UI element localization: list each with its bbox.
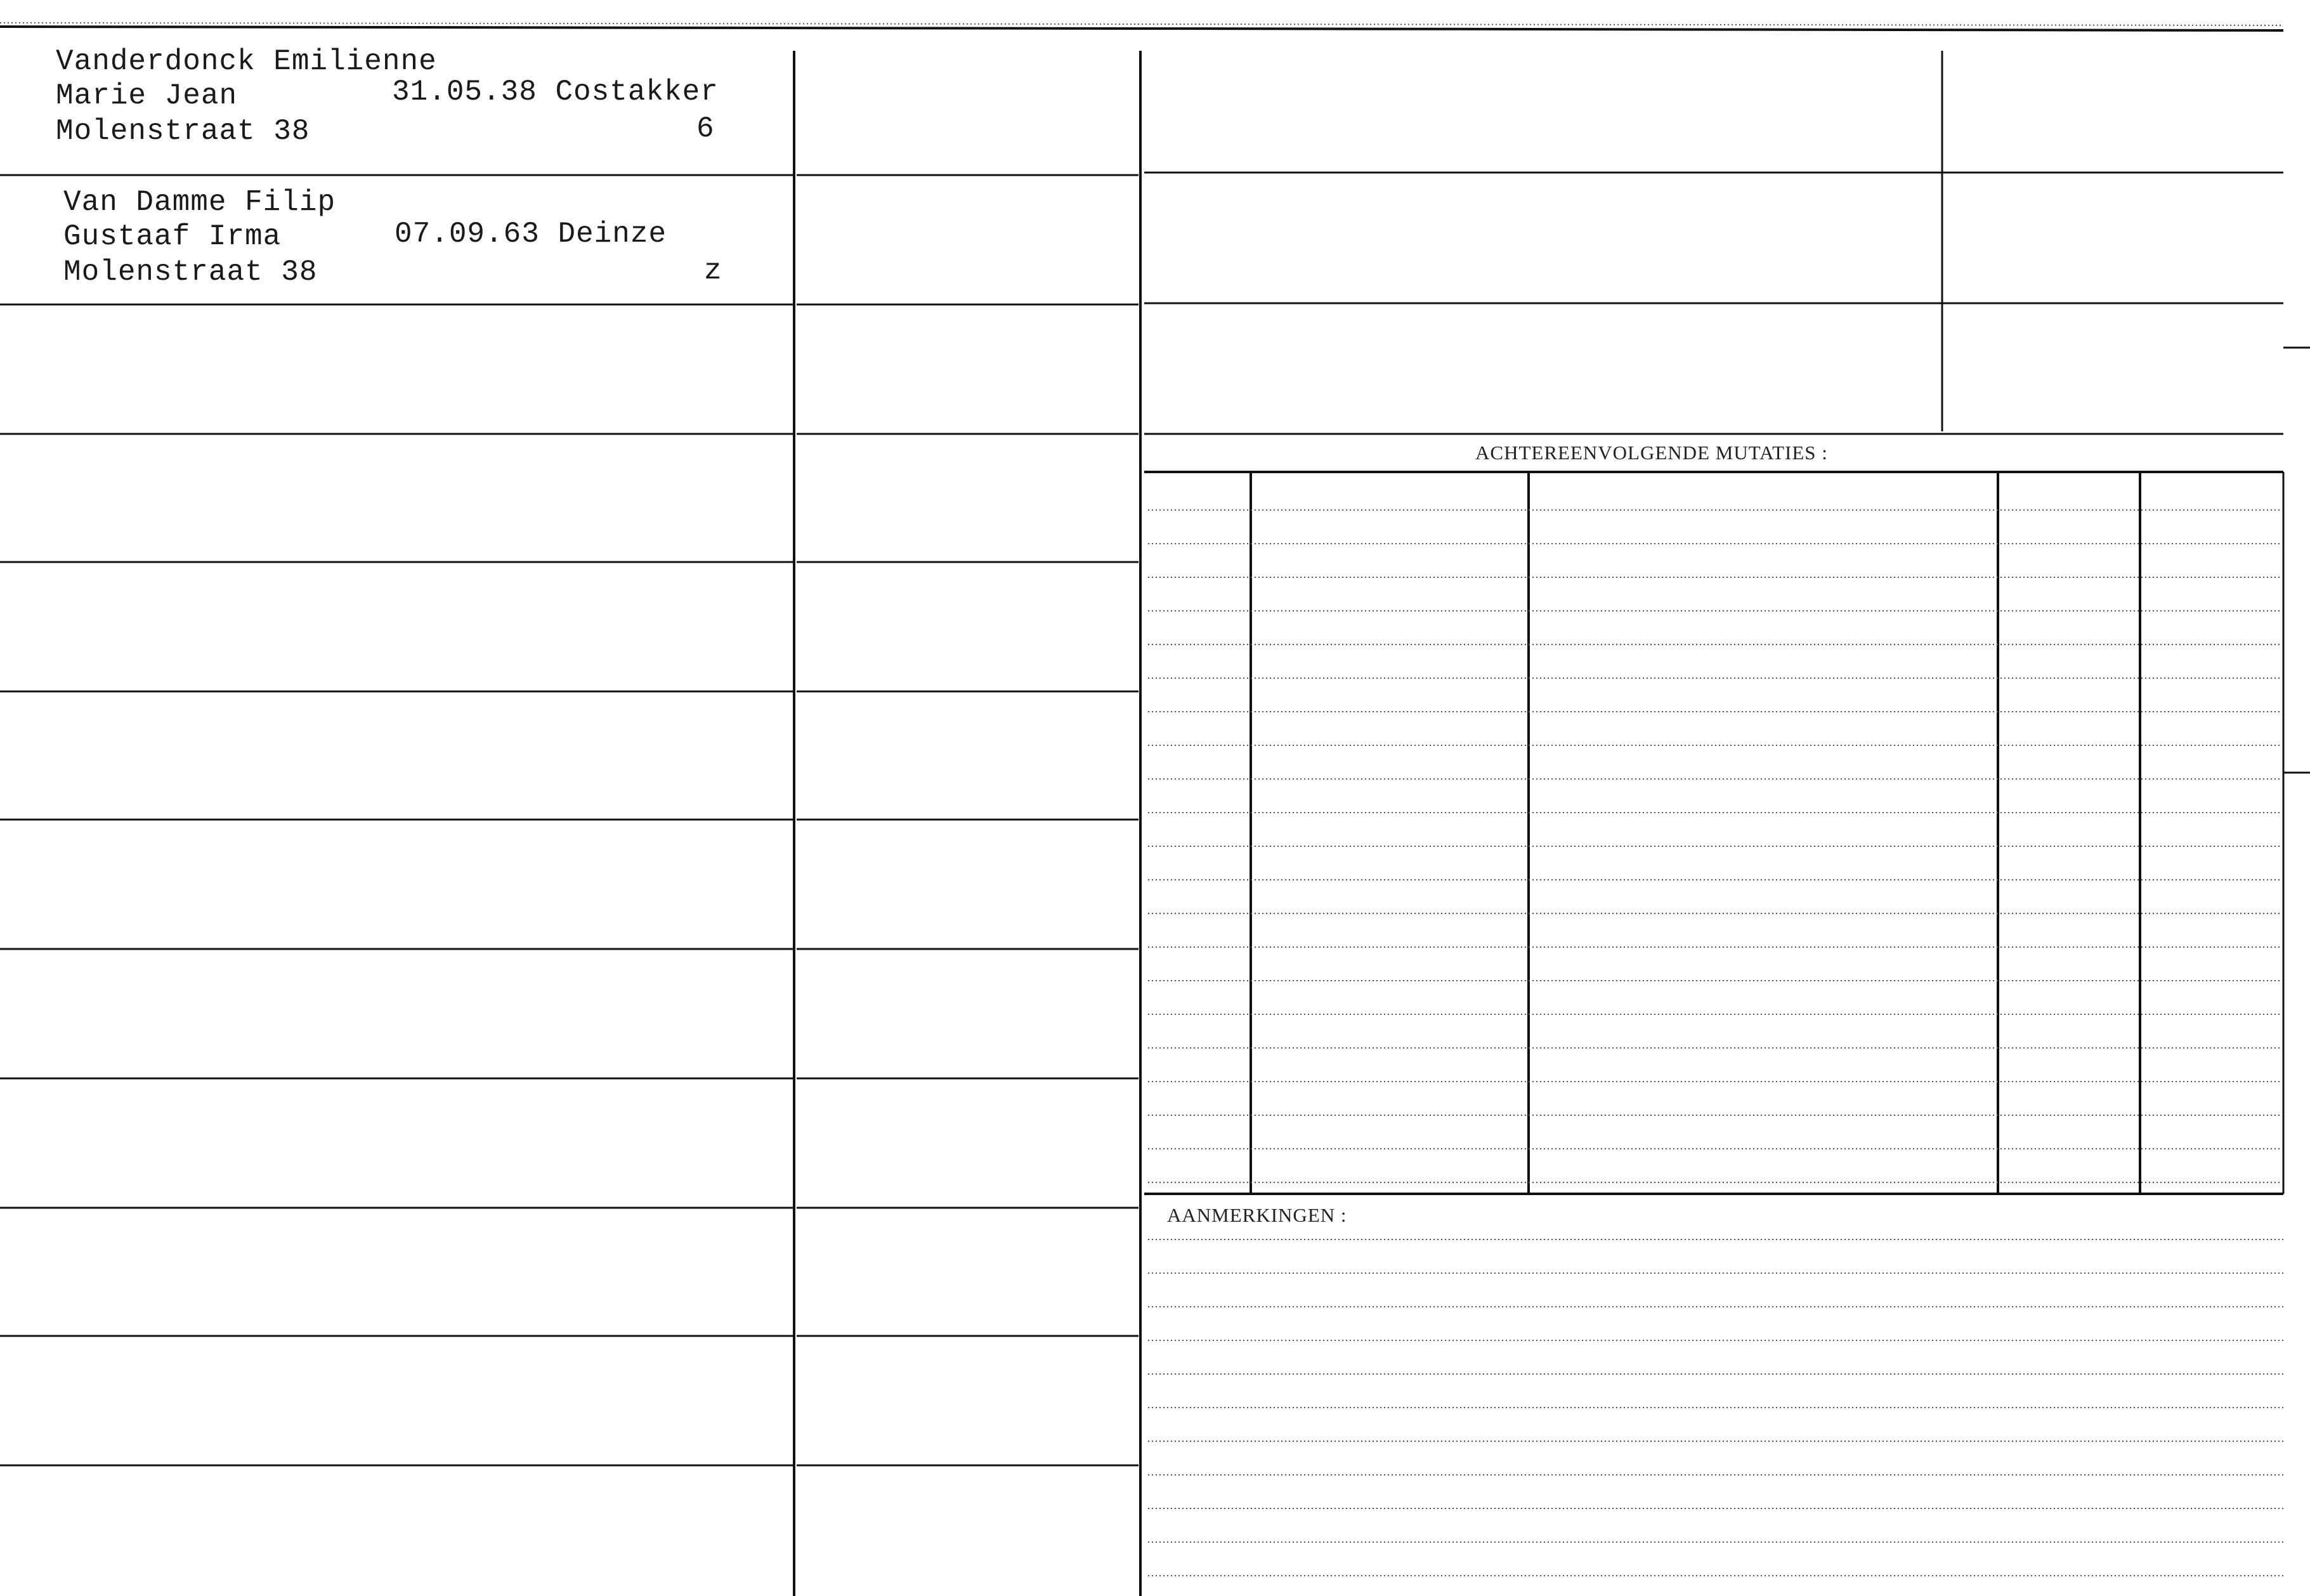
remarks-title: AANMERKINGEN : <box>1167 1204 1347 1226</box>
record-2-given-names: Gustaaf Irma <box>63 220 282 253</box>
record-2-name: Van Damme Filip <box>63 186 336 219</box>
record-2-birth: 07.09.63 Deinze <box>395 218 667 251</box>
top-edge-dots <box>0 23 2283 25</box>
record-1-code: 6 <box>696 112 715 145</box>
record-1-address: Molenstraat 38 <box>56 115 310 148</box>
record-2-code: z <box>704 254 722 287</box>
record-1-name: Vanderdonck Emilienne <box>56 45 437 78</box>
record-1-birth: 31.05.38 Costakker <box>392 75 719 108</box>
mutations-title: ACHTEREENVOLGENDE MUTATIES : <box>1475 442 1828 464</box>
top-edge-rule <box>0 27 2283 30</box>
record-1-given-names: Marie Jean <box>56 79 238 112</box>
record-2-address: Molenstraat 38 <box>63 256 318 289</box>
